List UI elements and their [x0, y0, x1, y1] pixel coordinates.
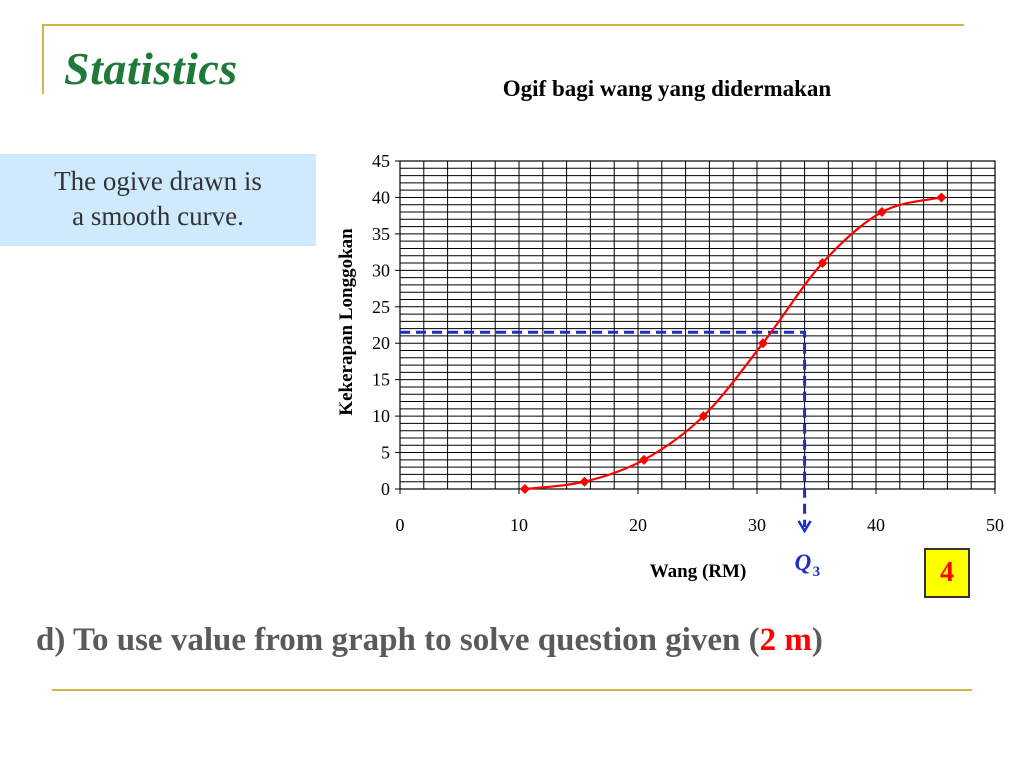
instruction-suffix: ): [811, 622, 823, 658]
q3-label: Q: [794, 550, 812, 575]
instruction-text: [36, 622, 996, 659]
slide-title: Statistics: [64, 43, 238, 94]
q3-subscript: 3: [812, 564, 821, 580]
y-tick-label: 40: [372, 187, 390, 208]
y-tick-label: 15: [372, 369, 390, 390]
x-axis-label: Wang (RM): [649, 561, 747, 582]
note-line-2: a smooth curve.: [72, 201, 244, 231]
instruction-marks: 2 m: [759, 622, 812, 658]
plot-area: [400, 161, 995, 489]
y-tick-label: 35: [372, 223, 390, 244]
x-tick-label: 40: [867, 515, 885, 535]
y-tick-label: 5: [381, 442, 390, 463]
note-line-1: The ogive drawn is: [54, 166, 262, 196]
y-tick-label: 10: [372, 406, 390, 427]
instruction-prefix: d) To use value from graph to solve question given (: [36, 622, 760, 658]
x-tick-label: 50: [986, 515, 1004, 535]
x-tick-label: 10: [510, 515, 528, 535]
mark-badge: 4: [924, 548, 970, 598]
bottom-rule: [52, 689, 972, 691]
x-tick-label: 20: [629, 515, 647, 535]
x-tick-label: 30: [748, 515, 766, 535]
y-tick-label: 30: [372, 260, 390, 281]
y-tick-label: 0: [381, 479, 390, 499]
y-tick-label: 20: [372, 333, 390, 354]
x-tick-label: 0: [395, 515, 405, 535]
chart-title: Ogif bagi wang yang didermakan: [502, 76, 832, 101]
y-tick-label: 45: [372, 151, 390, 171]
y-tick-label: 25: [372, 296, 390, 317]
y-axis-label: Kekerapan Longgokan: [336, 228, 357, 416]
